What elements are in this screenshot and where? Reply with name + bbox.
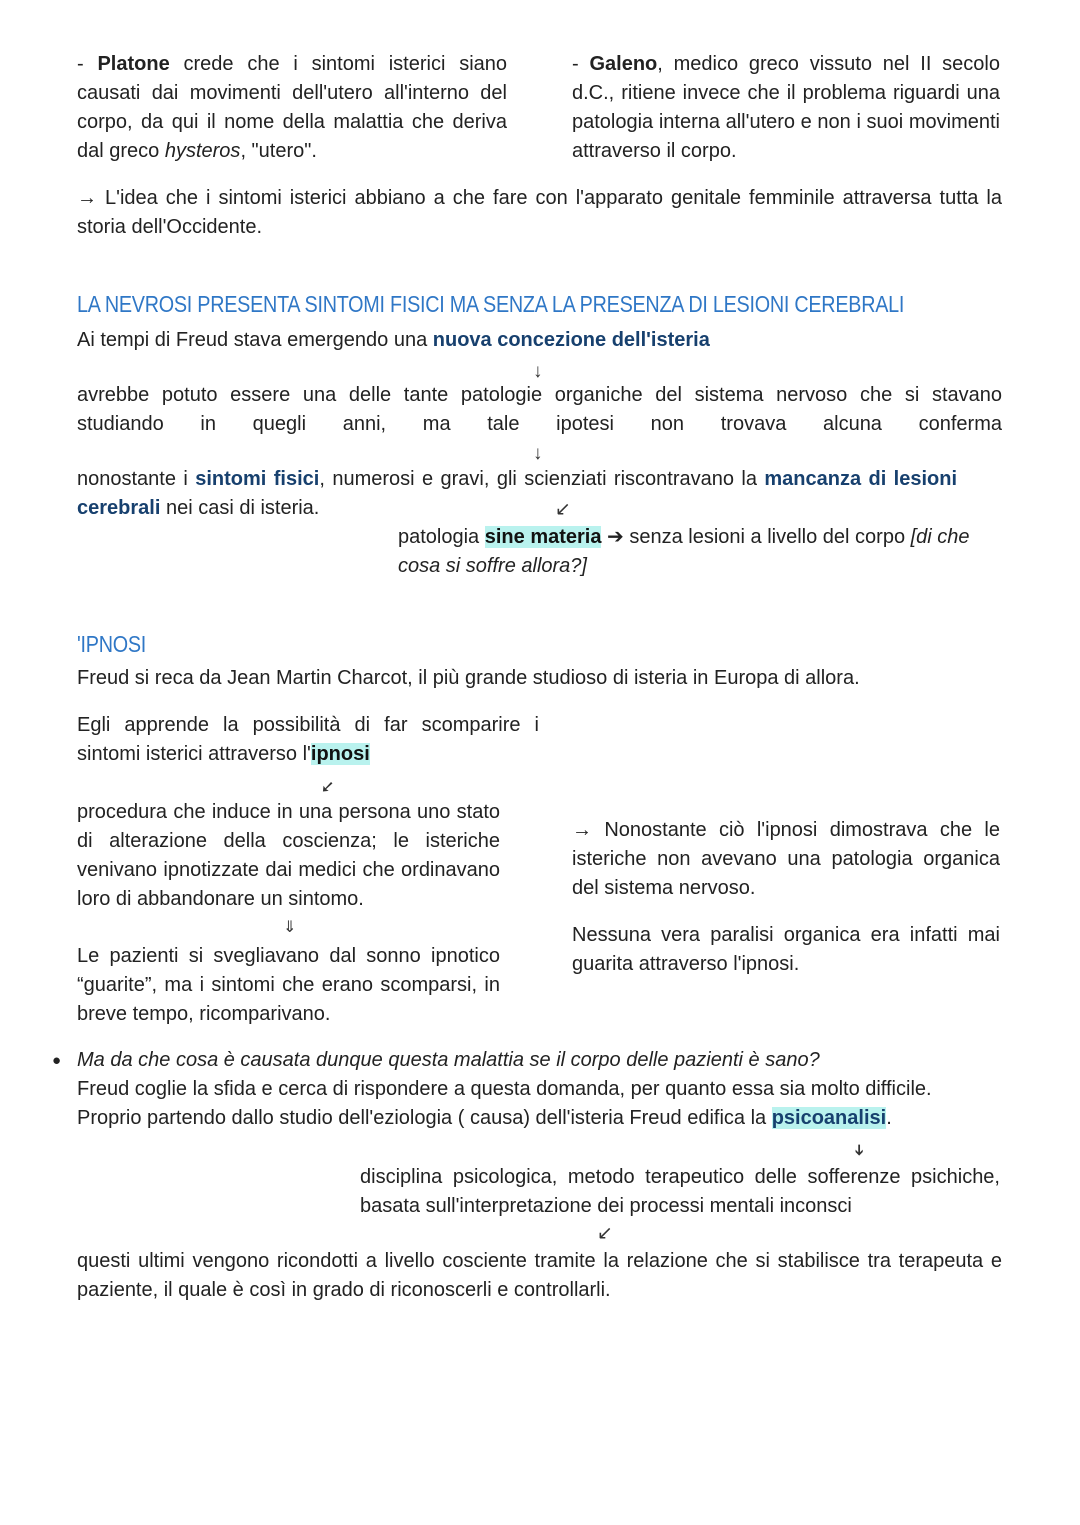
psicoanalisi-highlight: psicoanalisi bbox=[771, 1107, 887, 1129]
eziologia-line: Proprio partendo dallo studio dell'eziologia ( causa) dell'isteria Freud edifica la psicoanalisi. bbox=[77, 1107, 892, 1129]
platone-paragraph: - Platone crede che i sintomi isterici siano causati dai movimenti dell'utero all'interno del corpo, da qui il nome della malattia che deriva dal greco hysteros, "utero". bbox=[77, 53, 507, 162]
procedure-paragraph: procedura che induce in una persona uno stato di alterazione della coscienza; le isteriche venivano ipnotizzate dai medici che ordinavano loro di abbandonare un sintomo. bbox=[77, 801, 500, 910]
hysteros-term: hysteros bbox=[164, 140, 241, 162]
paralisi-note: Nessuna vera paralisi organica era infatti mai guarita attraverso l'ipnosi. bbox=[572, 924, 1000, 975]
down-arrow-icon: ↓ bbox=[533, 443, 543, 464]
isteria-intro: Ai tempi di Freud stava emergendo una nuova concezione dell'isteria bbox=[77, 329, 710, 351]
section-heading-ipnosi: 'IPNOSI bbox=[77, 631, 147, 657]
question-line: Ma da che cosa è causata dunque questa malattia se il corpo delle pazienti è sano? bbox=[77, 1049, 820, 1071]
double-down-arrow-icon: ⇓ bbox=[283, 919, 297, 936]
patients-paragraph: Le pazienti si svegliavano dal sonno ipnotico “guarite”, ma i sintomi che erano scomparsi, in breve tempo, ricomparivano. bbox=[77, 945, 500, 1025]
galeno-name: Galeno bbox=[589, 53, 658, 75]
hypothesis-paragraph: avrebbe potuto essere una delle tante patologie organiche del sistema nervoso che si stavano studiando in quegli anni, ma tale ipotesi non trovava alcuna conferma bbox=[77, 384, 1002, 435]
galeno-paragraph: - Galeno, medico greco vissuto nel II secolo d.C., ritiene invece che il problema riguardi una patologia interna all'utero e non i suoi movimenti attraverso il corpo. bbox=[572, 53, 1000, 162]
sine-materia-line: patologia sine materia ➔ senza lesioni a livello del corpo [di che cosa si soffre allora?] bbox=[398, 526, 970, 577]
mancanza-di-lesioni: mancanza di lesioni cerebrali bbox=[77, 468, 958, 519]
sintomi-fisici: sintomi fisici bbox=[195, 468, 320, 490]
learn-paragraph: Egli apprende la possibilità di far scomparire i sintomi isterici attraverso l'ipnosi bbox=[77, 714, 539, 765]
ipnosi-highlight: ipnosi bbox=[310, 743, 370, 765]
question-paragraph bbox=[77, 1046, 1012, 1133]
platone-name: Platone bbox=[97, 53, 170, 75]
challenge-line: Freud coglie la sfida e cerca di rispondere a questa domanda, per quanto essa sia molto difficile. bbox=[77, 1078, 932, 1100]
sine-materia: sine materia bbox=[484, 526, 602, 548]
occidente-note: → L'idea che i sintomi isterici abbiano a che fare con l'apparato genitale femminile attraversa tutta la storia dell'Occidente. bbox=[77, 187, 1002, 238]
diagonal-arrow-icon: ➘ bbox=[318, 779, 338, 795]
section-heading-nevrosi: LA NEVROSI PRESENTA SINTOMI FISICI MA SENZA LA PRESENZA DI LESIONI CEREBRALI bbox=[77, 291, 905, 317]
diagonal-arrow-icon: ↙ bbox=[597, 1223, 613, 1244]
ipnosi-right-note: → Nonostante ciò l'ipnosi dimostrava che le isteriche non avevano una patologia organica del sistema nervoso. bbox=[572, 819, 1000, 899]
bullet-icon: ● bbox=[52, 1052, 62, 1069]
conclusion-paragraph: questi ultimi vengono ricondotti a livello cosciente tramite la relazione che si stabilisce tra terapeuta e paziente, il quale è così in grado di riconoscerli e controllarli. bbox=[77, 1250, 1002, 1301]
diagonal-arrow-icon: ↙ bbox=[555, 499, 571, 520]
nuova-concezione: nuova concezione dell'isteria bbox=[432, 329, 710, 351]
down-arrow-icon: ➔ bbox=[850, 1143, 868, 1157]
definition-paragraph: disciplina psicologica, metodo terapeutico delle sofferenze psichiche, basata sull'interpretazione dei processi mentali inconsci bbox=[360, 1166, 1000, 1217]
charcot-paragraph: Freud si reca da Jean Martin Charcot, il più grande studioso di isteria in Europa di allora. bbox=[77, 667, 860, 689]
lesioni-paragraph: nonostante i sintomi fisici, numerosi e gravi, gli scienziati riscontravano la mancanza di lesioni cerebrali nei casi di isteria. bbox=[77, 468, 958, 519]
down-arrow-icon: ↓ bbox=[533, 361, 543, 382]
